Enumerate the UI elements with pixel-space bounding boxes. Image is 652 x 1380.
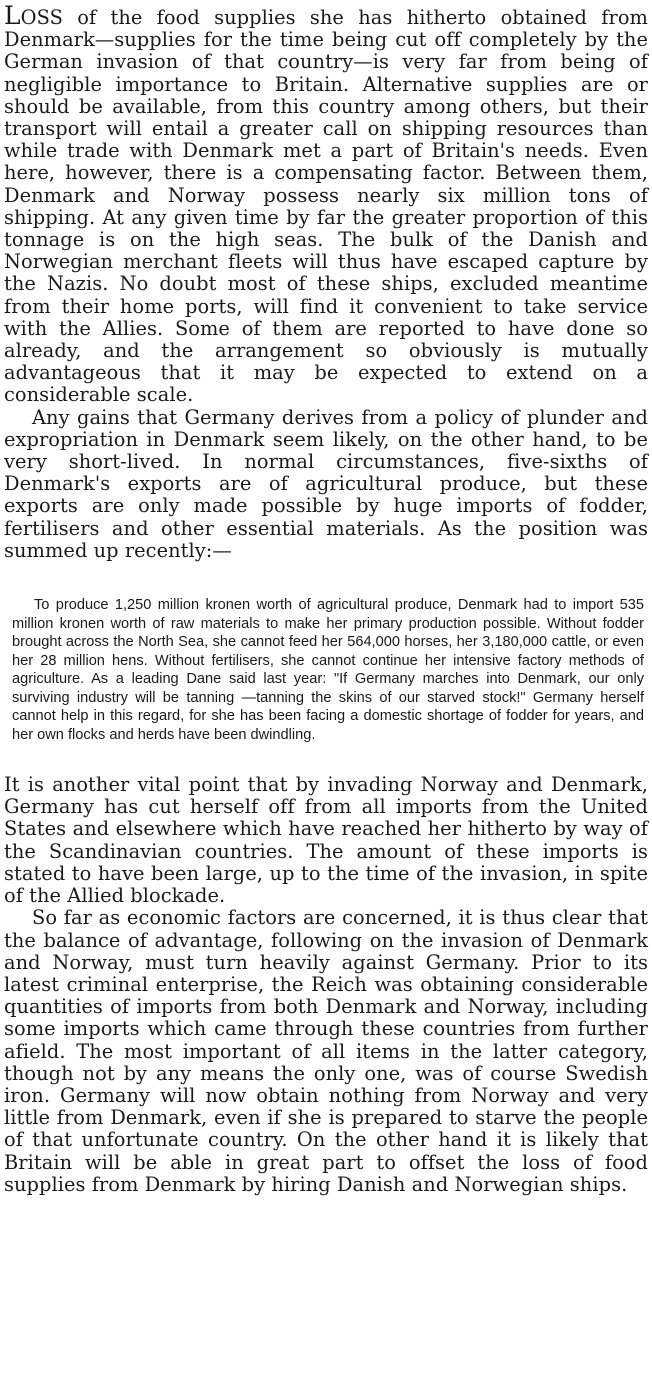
paragraph-plunder: Any gains that Germany derives from a policy of plunder and expropriation in Denmark seem likely, on the other hand, to be very short-lived. In normal circumstances, five-sixths of Denmark's exports are of agricultural produce, but these exports are only made possible by huge imports of fodder, fertilisers and other essential materials. As the position was summed up recently:— xyxy=(4,405,648,562)
paragraph-conclusion: So far as economic factors are concerned, it is thus clear that the balance of advantage, following on the invasion of Denmark and Norway, must turn heavily against Germany. Prior to its latest criminal enterprise, the Reich was obtaining considerable quantities of imports from both Denmark and Norway, including some imports which came through these countries from further afield. The most important of all items in the latter category, though not by any means the only one, was of course Swedish iron. Germany will now obtain nothing from Norway and very little from Denmark, even if she is prepared to starve the people of that unfortunate country. On the other hand it is likely that Britain will be able in great part to offset the loss of food supplies from Denmark by hiring Danish and Norwegian ships. xyxy=(4,906,648,1196)
opening-caps: OSS xyxy=(20,6,63,29)
block-quote: To produce 1,250 million kronen worth of agricultural produce, Denmark had to import 535 million kronen worth of raw materials to make her primary production possible. Without fodder brought across the North Sea, she cannot feed her 564,000 horses, her 3,180,000 cattle, or even her 28 million hens. Without fertilisers, she cannot continue her intensive factory methods of agriculture. As a leading Dane said last year: "If Germany marches into Denmark, our only surviving industry will be tanning —tanning the skins of our starved stock!" Germany herself cannot help in this regard, for she has been facing a domestic shortage of fodder for years, and her own flocks and herds have been dwindling. xyxy=(12,597,644,743)
paragraph-intro-text: of the food supplies she has hitherto obtained from Denmark—supplies for the time being cut off completely by the German invasion of that country—is very far from being of negligible importance to Britain. Alternative supplies are or should be available, from this country among others, but their transport will entail a greater call on shipping resources than while trade with Denmark met a part of Britain's needs. Even here, however, there is a compensating factor. Between them, Denmark and Norway possess nearly six million tons of shipping. At any given time by far the greater proportion of this tonnage is on the high seas. The bulk of the Danish and Norwegian merchant fleets will thus have escaped capture by the Nazis. No doubt most of these ships, excluded meantime from their home ports, will find it convenient to take service with the Allies. Some of them are reported to have done so already, and the arrangement so obviously is mutually advantageous that it may be expected to extend on a considerable scale. xyxy=(4,6,648,407)
paragraph-imports: It is another vital point that by invading Norway and Denmark, Germany has cut herself off from all imports from the United States and elsewhere which have reached her hitherto by way of the Scandinavian countries. The amount of these imports is stated to have been large, up to the time of the invasion, in spite of the Allied blockade. xyxy=(4,773,648,908)
paragraph-intro xyxy=(4,1,648,407)
drop-cap: L xyxy=(4,1,21,30)
article-column xyxy=(4,1,648,1196)
